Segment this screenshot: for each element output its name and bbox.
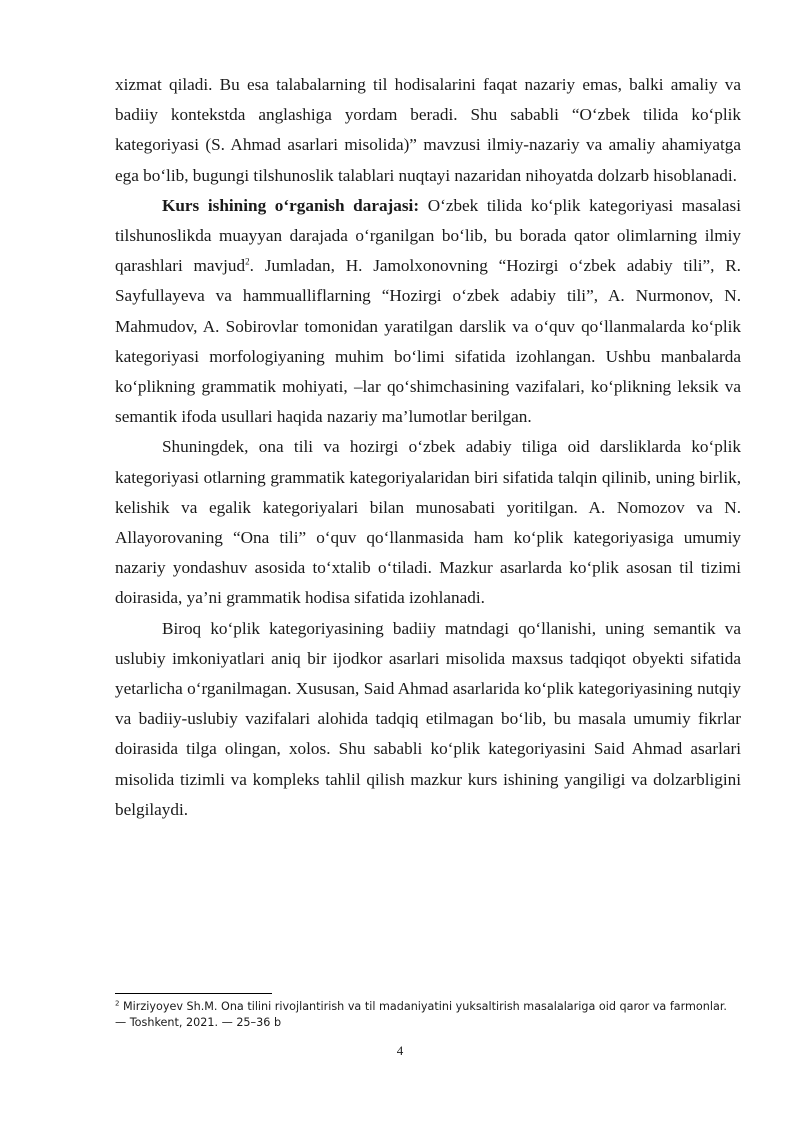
footnote-text: Mirziyoyev Sh.M. Ona tilini rivojlantirish va til madaniyatini yuksaltirish masalalariga oid qaror va farmonlar. — Toshkent, 2021. — 25–36 b — [115, 1000, 727, 1029]
paragraph-4: Biroq ko‘plik kategoriyasining badiiy matndagi qo‘llanishi, uning semantik va uslubiy imkoniyatlari aniq bir ijodkor asarlari misolida maxsus tadqiqot obyekti sifatida yetarlicha o‘rganilmagan. Xususan, Said Ahmad asarlarida ko‘plik kategoriyasining nutqiy va badiiy-uslubiy vazifalari alohida tadqiq etilmagan bo‘lib, bu masala umumiy fikrlar doirasida tilga olingan, xolos. Shu sababli ko‘plik kategoriyasini Said Ahmad asarlari misolida tizimli va kompleks tahlil qilish mazkur kurs ishining yangiligi va dolzarbligini belgilaydi. — [115, 618, 741, 819]
section-heading: Kurs ishining o‘rganish darajasi: — [162, 195, 420, 215]
footnote-separator — [115, 993, 272, 994]
footnote-reference[interactable]: 2 — [245, 256, 250, 267]
footnote-mark: 2 — [115, 999, 120, 1008]
paragraph-2 — [115, 191, 741, 433]
paragraph-3: Shuningdek, ona tili va hozirgi o‘zbek adabiy tiliga oid darsliklarda ko‘plik kategoriyasi otlarning grammatik kategoriyalaridan biri sifatida talqin qilinib, uning birlik, kelishik va egalik kategoriyalari bilan munosabati yoritilgan. A. Nomozov va N. Allayorovaning “Ona tili” o‘quv qo‘llanmasida ham ko‘plik kategoriyasiga umumiy nazariy yondashuv asosida to‘xtalib o‘tiladi. Mazkur asarlarda ko‘plik asosan til tizimi doirasida, ya’ni grammatik hodisa sifatida izohlanadi. — [115, 437, 741, 608]
paragraph-2-part-1: O‘zbek tilida ko‘plik kategoriyasi masalasi tilshunoslikda muayyan darajada o‘rganilgan bo‘lib, bu borada qator olimlarning ilmiy qarashlari mavjud — [115, 195, 741, 276]
paragraph-2-part-2: . Jumladan, H. Jamolxonovning “Hozirgi o‘zbek adabiy tili”, R. Sayfullayeva va hammualliflarning “Hozirgi o‘zbek adabiy tili”, A. Nurmonov, N. Mahmudov, A. Sobirovlar tomonidan yaratilgan darslik va o‘quv qo‘llanmalarda ko‘plik kategoriyasi morfologiyaning muhim bo‘limi sifatida izohlangan. Ushbu manbalarda ko‘plikning grammatik mohiyati, –lar qo‘shimchasining vazifalari, ko‘plikning leksik va semantik ifoda usullari haqida nazariy ma’lumotlar berilgan. — [115, 256, 741, 427]
body-text — [115, 70, 741, 825]
footnote — [115, 999, 741, 1031]
paragraph-1: xizmat qiladi. Bu esa talabalarning til hodisalarini faqat nazariy emas, balki amaliy va badiiy kontekstda anglashiga yordam beradi. Shu sababli “O‘zbek tilida ko‘plik kategoriyasi (S. Ahmad asarlari misolida)” mavzusi ilmiy-nazariy va amaliy ahamiyatga ega bo‘lib, bugungi tilshunoslik talablari nuqtayi nazaridan nihoyatda dolzarb hisoblanadi. — [115, 75, 741, 185]
page-number: 4 — [396, 1043, 404, 1058]
